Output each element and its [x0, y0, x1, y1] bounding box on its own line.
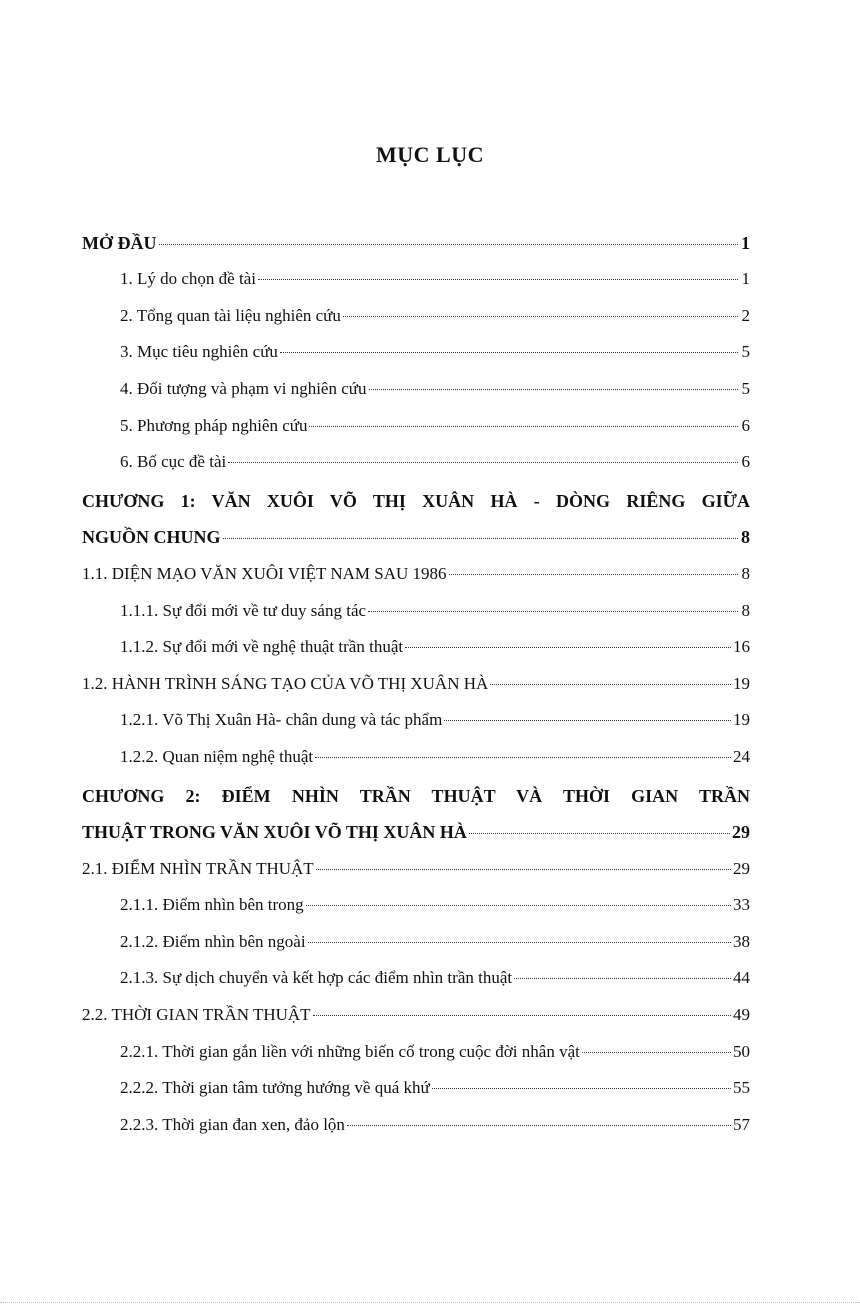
- toc-page-number: 6: [741, 452, 750, 472]
- toc-entry[interactable]: [82, 1068, 750, 1105]
- toc-entry-title: 2.2.2. Thời gian tâm tưởng hướng về quá khứ: [120, 1078, 430, 1098]
- toc-dot-leader: [405, 647, 731, 648]
- toc-entry-title: 2.2.3. Thời gian đan xen, đảo lộn: [120, 1114, 345, 1134]
- toc-entry-title: 4. Đối tượng và phạm vi nghiên cứu: [120, 378, 367, 398]
- toc-page-number: 19: [733, 710, 750, 730]
- toc-entry-title: NGUỒN CHUNG: [82, 527, 221, 548]
- toc-page-number: 44: [733, 968, 750, 988]
- toc-dot-leader: [308, 942, 731, 943]
- toc-dot-leader: [159, 244, 739, 245]
- toc-entry[interactable]: [82, 295, 750, 332]
- toc-entry-title: MỞ ĐẦU: [82, 232, 157, 253]
- toc-dot-leader: [280, 352, 738, 353]
- toc-entry[interactable]: [82, 627, 750, 664]
- toc-entry[interactable]: [82, 590, 750, 627]
- toc-dot-leader: [258, 279, 738, 280]
- toc-dot-leader: [316, 869, 731, 870]
- toc-dot-leader: [490, 684, 731, 685]
- toc-entry-title: 1. Lý do chọn đề tài: [120, 269, 256, 289]
- toc-dot-leader: [444, 720, 731, 721]
- toc-page-number: 55: [733, 1078, 750, 1098]
- toc-page-number: 8: [741, 600, 750, 620]
- toc-entry-title: 1.1. DIỆN MẠO VĂN XUÔI VIỆT NAM SAU 1986: [82, 563, 447, 583]
- toc-entry-title: 2.2.1. Thời gian gắn liền với những biến cố trong cuộc đời nhân vật: [120, 1041, 580, 1061]
- toc-entry[interactable]: [82, 332, 750, 369]
- toc-dot-leader: [309, 426, 738, 427]
- toc-entry-title: THUẬT TRONG VĂN XUÔI VÕ THỊ XUÂN HÀ: [82, 822, 467, 843]
- toc-entry[interactable]: [82, 885, 750, 922]
- table-of-contents: [82, 222, 750, 1141]
- toc-page-number: 5: [741, 378, 750, 398]
- toc-entry-title: 1.2.2. Quan niệm nghệ thuật: [120, 746, 314, 766]
- toc-dot-leader: [315, 757, 731, 758]
- toc-entry-title: 3. Mục tiêu nghiên cứu: [120, 342, 278, 362]
- toc-page-number: 29: [733, 858, 750, 878]
- toc-page-number: 6: [741, 415, 750, 435]
- toc-dot-leader: [432, 1088, 731, 1089]
- toc-page-number: 49: [733, 1005, 750, 1025]
- toc-page-number: 1: [741, 269, 750, 289]
- toc-entry-title: 2.1.1. Điểm nhìn bên trong: [120, 895, 304, 915]
- toc-page-number: 19: [733, 673, 750, 693]
- toc-entry[interactable]: [82, 517, 750, 554]
- toc-chapter-heading-line: [82, 773, 750, 812]
- toc-entry-title: 1.2.1. Võ Thị Xuân Hà- chân dung và tác phẩm: [120, 710, 443, 730]
- toc-page-number: 57: [733, 1114, 750, 1134]
- toc-entry-title: 2. Tổng quan tài liệu nghiên cứu: [120, 305, 341, 325]
- toc-dot-leader: [449, 574, 738, 575]
- toc-page-number: 8: [741, 527, 750, 548]
- toc-chapter-heading-text: CHƯƠNG 2: ĐIỂM NHÌN TRẦN THUẬT VÀ THỜI GIAN TRẦN: [82, 785, 750, 806]
- toc-page-number: 2: [741, 305, 750, 325]
- toc-dot-leader: [347, 1125, 731, 1126]
- toc-entry-title: 2.1.2. Điểm nhìn bên ngoài: [120, 931, 306, 951]
- toc-entry[interactable]: [82, 812, 750, 849]
- toc-entry[interactable]: [82, 368, 750, 405]
- toc-dot-leader: [343, 316, 738, 317]
- toc-entry-title: 2.1.3. Sự dịch chuyển và kết hợp các điểm nhìn trần thuật: [120, 968, 513, 988]
- toc-entry[interactable]: [82, 736, 750, 773]
- toc-dot-leader: [469, 833, 730, 834]
- toc-entry[interactable]: [82, 921, 750, 958]
- toc-dot-leader: [514, 978, 731, 979]
- toc-entry[interactable]: [82, 405, 750, 442]
- toc-entry-title: 1.1.2. Sự đổi mới về nghệ thuật trần thuật: [120, 637, 404, 657]
- toc-entry[interactable]: [82, 1104, 750, 1141]
- toc-chapter-heading-line: [82, 478, 750, 517]
- toc-dot-leader: [223, 538, 739, 539]
- toc-page-number: 29: [732, 822, 750, 843]
- toc-entry-title: 1.1.1. Sự đổi mới về tư duy sáng tác: [120, 600, 367, 620]
- toc-entry[interactable]: [82, 994, 750, 1031]
- toc-page-number: 5: [741, 342, 750, 362]
- toc-entry-title: 5. Phương pháp nghiên cứu: [120, 415, 308, 435]
- toc-page-number: 8: [741, 563, 750, 583]
- toc-dot-leader: [313, 1015, 731, 1016]
- toc-entry[interactable]: [82, 958, 750, 995]
- page-bottom-divider: [0, 1301, 860, 1303]
- toc-entry[interactable]: [82, 1031, 750, 1068]
- toc-entry[interactable]: [82, 700, 750, 737]
- page-title: MỤC LỤC: [376, 142, 484, 167]
- toc-entry[interactable]: [82, 259, 750, 296]
- toc-entry[interactable]: [82, 663, 750, 700]
- toc-entry[interactable]: [82, 442, 750, 479]
- toc-dot-leader: [306, 905, 731, 906]
- toc-entry-title: 2.2. THỜI GIAN TRẦN THUẬT: [82, 1005, 311, 1025]
- toc-entry[interactable]: [82, 222, 750, 259]
- toc-entry-title: 2.1. ĐIỂM NHÌN TRẦN THUẬT: [82, 858, 314, 878]
- toc-page-number: 24: [733, 746, 750, 766]
- toc-page-number: 50: [733, 1041, 750, 1061]
- toc-chapter-heading-text: CHƯƠNG 1: VĂN XUÔI VÕ THỊ XUÂN HÀ - DÒNG RIÊNG GIỮA: [82, 490, 750, 511]
- toc-entry[interactable]: [82, 553, 750, 590]
- toc-page-number: 16: [733, 637, 750, 657]
- toc-entry-title: 6. Bố cục đề tài: [120, 452, 227, 472]
- toc-page-number: 33: [733, 895, 750, 915]
- toc-page-number: 1: [741, 232, 750, 253]
- toc-dot-leader: [582, 1052, 731, 1053]
- toc-entry[interactable]: [82, 848, 750, 885]
- toc-entry-title: 1.2. HÀNH TRÌNH SÁNG TẠO CỦA VÕ THỊ XUÂN HÀ: [82, 673, 489, 693]
- toc-dot-leader: [369, 389, 739, 390]
- toc-page-number: 38: [733, 931, 750, 951]
- toc-dot-leader: [228, 462, 738, 463]
- toc-dot-leader: [368, 611, 738, 612]
